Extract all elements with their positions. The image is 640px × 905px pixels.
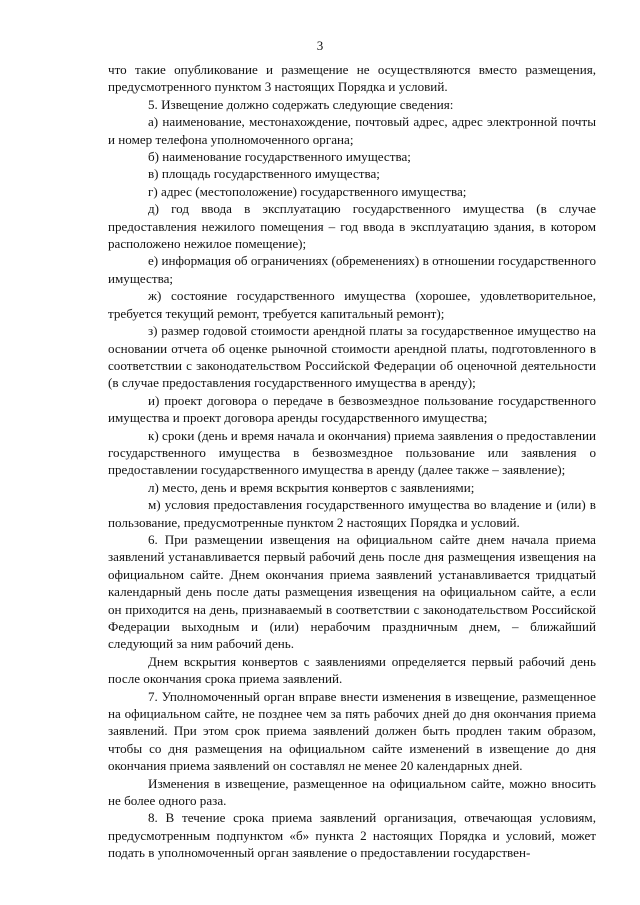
paragraph: а) наименование, местонахождение, почтовый адрес, адрес электронной почты и номер телефона уполномоченного органа;	[108, 114, 596, 147]
document-body	[108, 61, 596, 862]
paragraph: в) площадь государственного имущества;	[148, 166, 380, 182]
paragraph: 7. Уполномоченный орган вправе внести изменения в извещение, размещенное на официальном сайте, не позднее чем за пять рабочих дней до дня окончания приема заявлений. При этом срок приема заявлений должен быть продлен таким образом, чтобы со дня размещения на официальном сайте изменений в извещение до дня окончания приема заявлений он составлял не менее 20 календарных дней.	[108, 688, 596, 774]
paragraph: з) размер годовой стоимости арендной платы за государственное имущество на основании отчета об оценке рыночной стоимости арендной платы, подготовленного в соответствии с законодательством Российской Федерации об оценочной деятельности (в случае предоставления государственного имущества в аренду);	[108, 323, 596, 391]
paragraph: и) проект договора о передаче в безвозмездное пользование государственного имущества и проект договора аренды государственного имущества;	[108, 392, 596, 426]
paragraph: Днем вскрытия конвертов с заявлениями определяется первый рабочий день после окончания срока приема заявлений.	[108, 653, 596, 687]
paragraph: 5. Извещение должно содержать следующие сведения:	[148, 96, 454, 112]
paragraph: м) условия предоставления государственного имущества во владение и (или) в пользование, предусмотренные пунктом 2 настоящих Порядка и условий.	[108, 497, 596, 530]
paragraph: Изменения в извещение, размещенное на официальном сайте, можно вносить не более одного раза.	[108, 775, 596, 809]
paragraph: г) адрес (местоположение) государственного имущества;	[148, 183, 467, 199]
paragraph: б) наименование государственного имущества;	[148, 149, 411, 165]
paragraph: д) год ввода в эксплуатацию государственного имущества (в случае предоставления нежилого помещения – год ввода в эксплуатацию здания, в котором расположено нежилое помещение);	[108, 201, 596, 252]
page-number: 3	[316, 38, 324, 53]
paragraph: к) сроки (день и время начала и окончания) приема заявления о предоставлении государственного имущества в безвозмездное пользование или заявления о предоставлении государственного имущества в аренду (далее также – заявление);	[108, 427, 596, 478]
paragraph: 6. При размещении извещения на официальном сайте днем начала приема заявлений устанавливается первый рабочий день после дня размещения извещения на официальном сайте. Днем окончания приема заявлений устанавливается тридцатый календарный день после даты размещения извещения на официальном сайте, а если он приходится на день, признаваемый в соответствии с законодательством Российской Федерации выходным и (или) нерабочим праздничным днем, – ближайший следующий за ним рабочий день.	[108, 531, 596, 652]
paragraph: 8. В течение срока приема заявлений организация, отвечающая условиям, предусмотренным подпунктом «б» пункта 2 настоящих Порядка и условий, может подать в уполномоченный орган заявление о предоставлении государствен-	[108, 810, 596, 861]
paragraph: ж) состояние государственного имущества (хорошее, удовлетворительное, требуется текущий ремонт, требуется капитальный ремонт);	[108, 288, 596, 321]
paragraph: л) место, день и время вскрытия конвертов с заявлениями;	[148, 479, 475, 495]
paragraph: е) информация об ограничениях (обременениях) в отношении государственного имущества;	[108, 253, 596, 286]
paragraph: что такие опубликование и размещение не осуществляются вместо размещения, предусмотренного пунктом 3 настоящих Порядка и условий.	[108, 62, 596, 95]
